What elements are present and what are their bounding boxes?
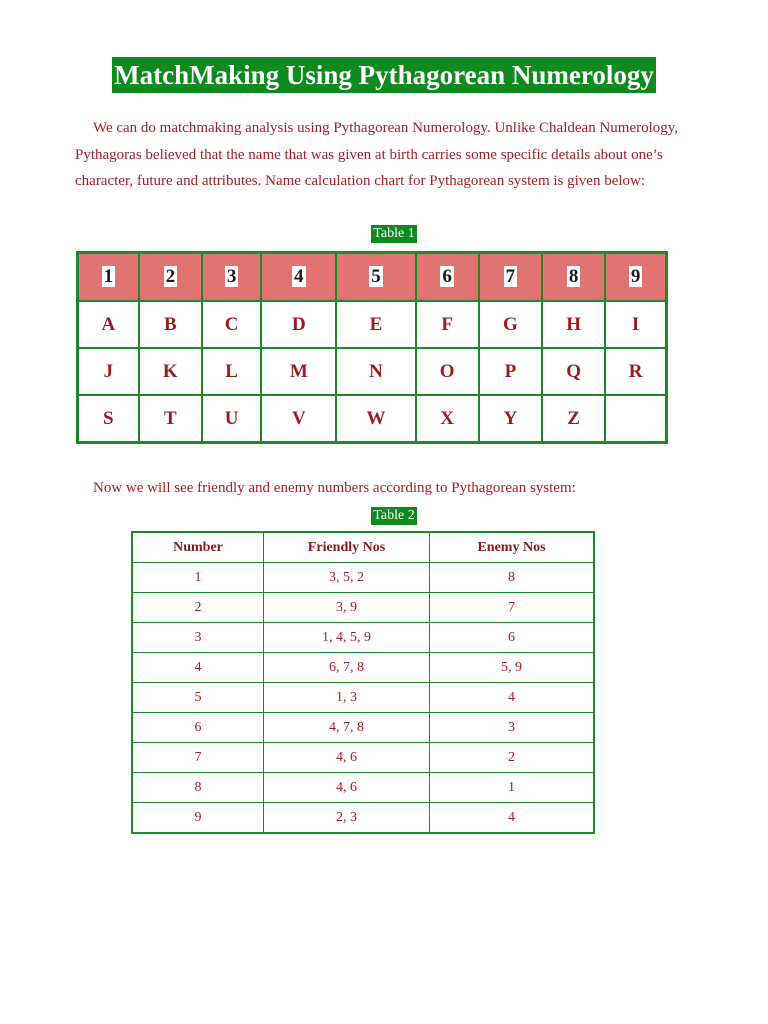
letter-cell: N <box>336 348 415 395</box>
table2-caption: Table 2 <box>373 508 415 523</box>
table-row <box>132 563 594 593</box>
enemy-cell: 8 <box>430 563 595 593</box>
letter-cell: I <box>605 301 666 348</box>
letter-number-table <box>76 251 668 444</box>
header-cell: 3 <box>202 253 261 302</box>
enemy-cell: 3 <box>430 713 595 743</box>
enemy-cell: 4 <box>430 803 595 834</box>
number-cell: 6 <box>132 713 264 743</box>
letter-cell: G <box>479 301 542 348</box>
column-header: Number <box>132 532 264 563</box>
enemy-cell: 7 <box>430 593 595 623</box>
friendly-enemy-table <box>131 531 595 834</box>
letter-cell: W <box>336 395 415 443</box>
number-cell: 7 <box>132 743 264 773</box>
letter-cell: T <box>139 395 202 443</box>
letter-cell: P <box>479 348 542 395</box>
letter-cell: O <box>416 348 479 395</box>
letter-cell: R <box>605 348 666 395</box>
letter-cell: C <box>202 301 261 348</box>
letter-cell: M <box>261 348 336 395</box>
page-title: MatchMaking Using Pythagorean Numerology <box>112 57 656 93</box>
letter-cell: E <box>336 301 415 348</box>
letter-cell: B <box>139 301 202 348</box>
table-row <box>132 653 594 683</box>
number-cell: 3 <box>132 623 264 653</box>
enemy-cell: 6 <box>430 623 595 653</box>
table-row <box>78 348 667 395</box>
number-cell: 1 <box>132 563 264 593</box>
title-container <box>0 57 768 93</box>
header-cell: 1 <box>78 253 139 302</box>
letter-cell: F <box>416 301 479 348</box>
letter-cell: L <box>202 348 261 395</box>
header-cell: 5 <box>336 253 415 302</box>
table-row <box>132 593 594 623</box>
friendly-cell: 4, 6 <box>264 773 430 803</box>
letter-cell: Z <box>542 395 605 443</box>
table1-header-row <box>78 253 667 302</box>
header-cell: 6 <box>416 253 479 302</box>
table-row <box>132 623 594 653</box>
header-cell: 8 <box>542 253 605 302</box>
header-cell: 9 <box>605 253 666 302</box>
table-row <box>132 773 594 803</box>
friendly-cell: 4, 7, 8 <box>264 713 430 743</box>
table1-caption: Table 1 <box>373 226 415 241</box>
table2-header-row <box>132 532 594 563</box>
friendly-cell: 3, 5, 2 <box>264 563 430 593</box>
letter-cell: J <box>78 348 139 395</box>
table-row <box>78 301 667 348</box>
enemy-cell: 2 <box>430 743 595 773</box>
friendly-cell: 2, 3 <box>264 803 430 834</box>
table-row <box>132 743 594 773</box>
friendly-cell: 6, 7, 8 <box>264 653 430 683</box>
number-cell: 9 <box>132 803 264 834</box>
header-cell: 7 <box>479 253 542 302</box>
header-cell: 2 <box>139 253 202 302</box>
letter-cell: A <box>78 301 139 348</box>
intro-paragraph <box>75 115 685 195</box>
enemy-cell: 4 <box>430 683 595 713</box>
column-header: Enemy Nos <box>430 532 595 563</box>
number-cell: 2 <box>132 593 264 623</box>
table2-caption-container <box>0 506 768 525</box>
friendly-cell: 1, 3 <box>264 683 430 713</box>
table1-caption-container <box>0 224 768 243</box>
second-paragraph <box>75 475 685 502</box>
enemy-cell: 1 <box>430 773 595 803</box>
letter-cell: D <box>261 301 336 348</box>
table-row <box>78 395 667 443</box>
intro-text: We can do matchmaking analysis using Pythagorean Numerology. Unlike Chaldean Numerology, Pythagoras believed that the name that was given at birth carries some specific details about one’s character, future and attributes. Name calculation chart for Pythagorean system is given below: <box>75 120 679 189</box>
enemy-cell: 5, 9 <box>430 653 595 683</box>
number-cell: 4 <box>132 653 264 683</box>
friendly-cell: 1, 4, 5, 9 <box>264 623 430 653</box>
number-cell: 5 <box>132 683 264 713</box>
letter-cell: Q <box>542 348 605 395</box>
friendly-cell: 3, 9 <box>264 593 430 623</box>
letter-cell: H <box>542 301 605 348</box>
letter-cell: X <box>416 395 479 443</box>
header-cell: 4 <box>261 253 336 302</box>
number-cell: 8 <box>132 773 264 803</box>
friendly-cell: 4, 6 <box>264 743 430 773</box>
letter-cell: U <box>202 395 261 443</box>
table-row <box>132 713 594 743</box>
letter-cell: K <box>139 348 202 395</box>
letter-cell: S <box>78 395 139 443</box>
letter-cell: Y <box>479 395 542 443</box>
second-text: Now we will see friendly and enemy numbers according to Pythagorean system: <box>93 480 576 496</box>
letter-cell <box>605 395 666 443</box>
letter-cell: V <box>261 395 336 443</box>
column-header: Friendly Nos <box>264 532 430 563</box>
table-row <box>132 683 594 713</box>
table-row <box>132 803 594 834</box>
